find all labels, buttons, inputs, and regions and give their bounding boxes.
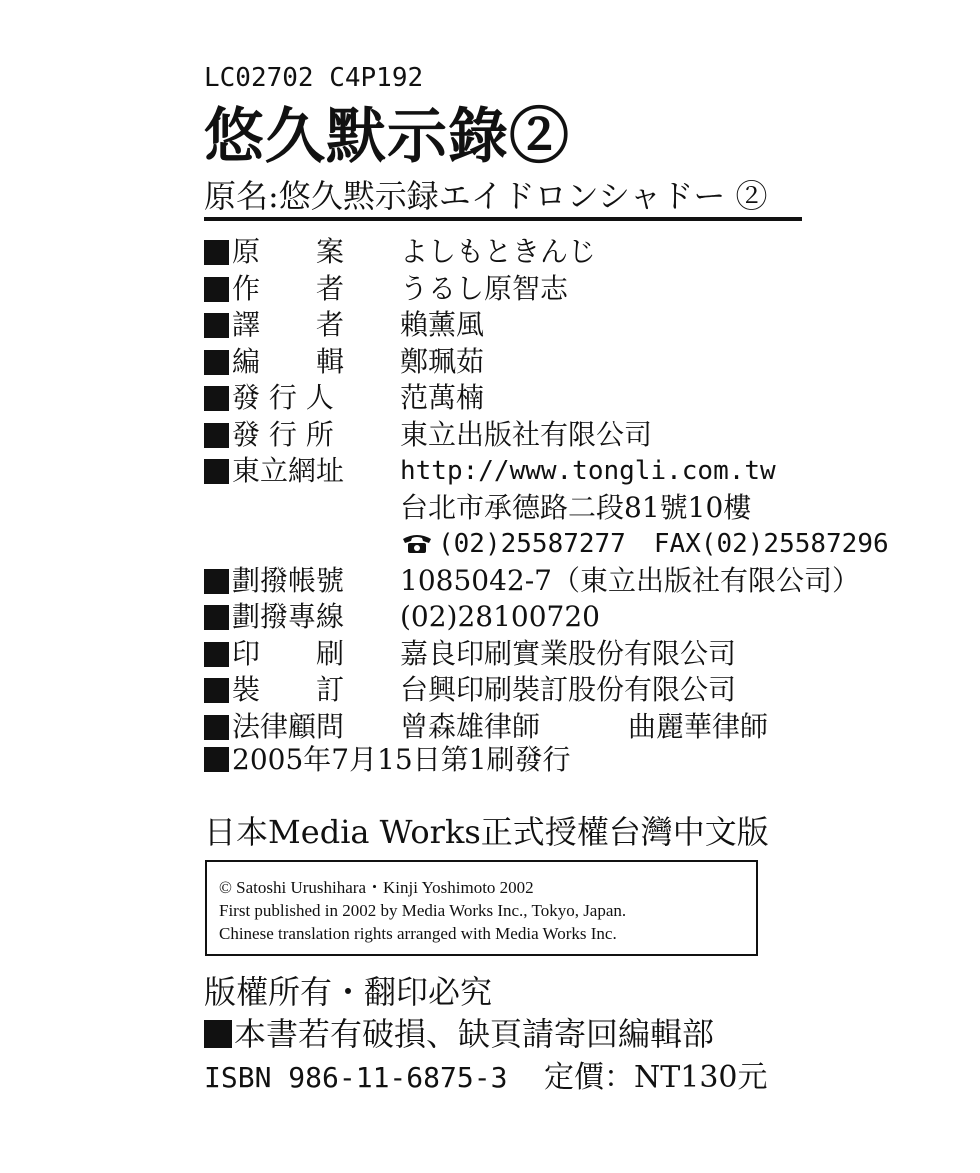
bullet-square [204,423,229,448]
title-divider [204,217,802,221]
bullet-square [204,747,229,772]
credit-label: 作 者 [232,271,345,305]
legal-counsel-2: 曲麗華律師 [628,709,769,743]
catalog-code: LC02702 C4P192 [204,63,424,93]
credit-value: 東立出版社有限公司 [400,417,653,451]
original-title: 原名:悠久黙示録エイドロンシャドー ② [204,177,768,215]
credit-label: 東立網址 [232,454,345,487]
credit-label: 劃撥帳號 [232,563,345,597]
rights-reserved: 版權所有・翻印必究 [204,973,493,1011]
contact-row [204,524,889,561]
bullet-square [204,313,229,338]
copyright-line: © Satoshi Urushihara・Kinji Yoshimoto 2002 [219,878,534,897]
bullet-square [204,277,229,302]
license-statement: 日本Media Works正式授權台灣中文版 [204,813,769,851]
credit-label: 編 輯 [232,344,345,378]
bullet-square [204,678,229,703]
credit-row [204,269,884,306]
credit-row [204,597,884,634]
credit-row [204,561,884,598]
credit-row [204,670,884,707]
publication-date [204,740,571,780]
damage-notice [204,1014,714,1054]
credit-row [204,378,884,415]
credits-list [204,232,889,743]
copyright-line: Chinese translation rights arranged with Media Works Inc. [219,924,617,943]
credit-row [204,305,884,342]
isbn: ISBN 986-11-6875-3 [204,1061,508,1094]
bullet-square [204,1020,232,1048]
credit-row [204,707,884,744]
credit-label: 劃撥專線 [232,600,345,633]
credit-label: 法律顧問 [232,709,345,743]
credit-label: 發 行 所 [232,417,334,451]
website-url[interactable]: http://www.tongli.com.tw [400,456,776,486]
credit-row [204,232,884,269]
fax-number: FAX(02)25587296 [653,529,889,559]
credit-value: 1085042-7（東立出版社有限公司） [400,563,860,597]
bullet-square [204,605,229,630]
bullet-square [204,350,229,375]
credit-value: (02)28100720 [400,600,600,633]
bullet-square [204,386,229,411]
credit-row [204,342,884,379]
price: 定價：NT130元 [544,1060,768,1095]
phone-number: (02)25587277 [438,529,626,559]
isbn-price-line [204,1058,768,1098]
credit-value: 台興印刷裝訂股份有限公司 [400,673,737,706]
copyright-line: First published in 2002 by Media Works Inc., Tokyo, Japan. [219,901,627,920]
credit-value: 嘉良印刷實業股份有限公司 [400,636,737,670]
credit-row [204,634,884,671]
credit-value: うるし原智志 [400,271,569,305]
bullet-square [204,240,229,265]
book-title: 悠久默示錄② [204,102,570,172]
bullet-square [204,715,229,740]
telephone-icon [400,532,434,554]
credit-value: 鄭珮茹 [400,344,485,378]
credit-value: よしもときんじ [400,235,597,268]
credit-row [204,415,884,452]
bullet-square [204,642,229,667]
credit-label: 印 刷 [232,636,345,670]
copyright-box [205,860,758,956]
credit-label: 譯 者 [232,308,345,341]
damage-notice-text: 本書若有破損、缺頁請寄回編輯部 [234,1015,715,1053]
credit-row [204,451,884,488]
bullet-square [204,459,229,484]
address: 台北市承德路二段81號10樓 [400,490,752,524]
credit-label: 發 行 人 [232,381,334,414]
publication-date-text: 2005年7月15日第1刷發行 [232,743,571,776]
credit-label: 裝 訂 [232,673,345,706]
bullet-square [204,569,229,594]
address-row [204,488,884,525]
credit-label: 原 案 [232,235,345,268]
credit-value: 賴薰風 [400,308,485,341]
contact-numbers [400,524,889,564]
legal-counsel-1: 曾森雄律師 [400,709,541,743]
credit-value: 范萬楠 [400,381,485,414]
